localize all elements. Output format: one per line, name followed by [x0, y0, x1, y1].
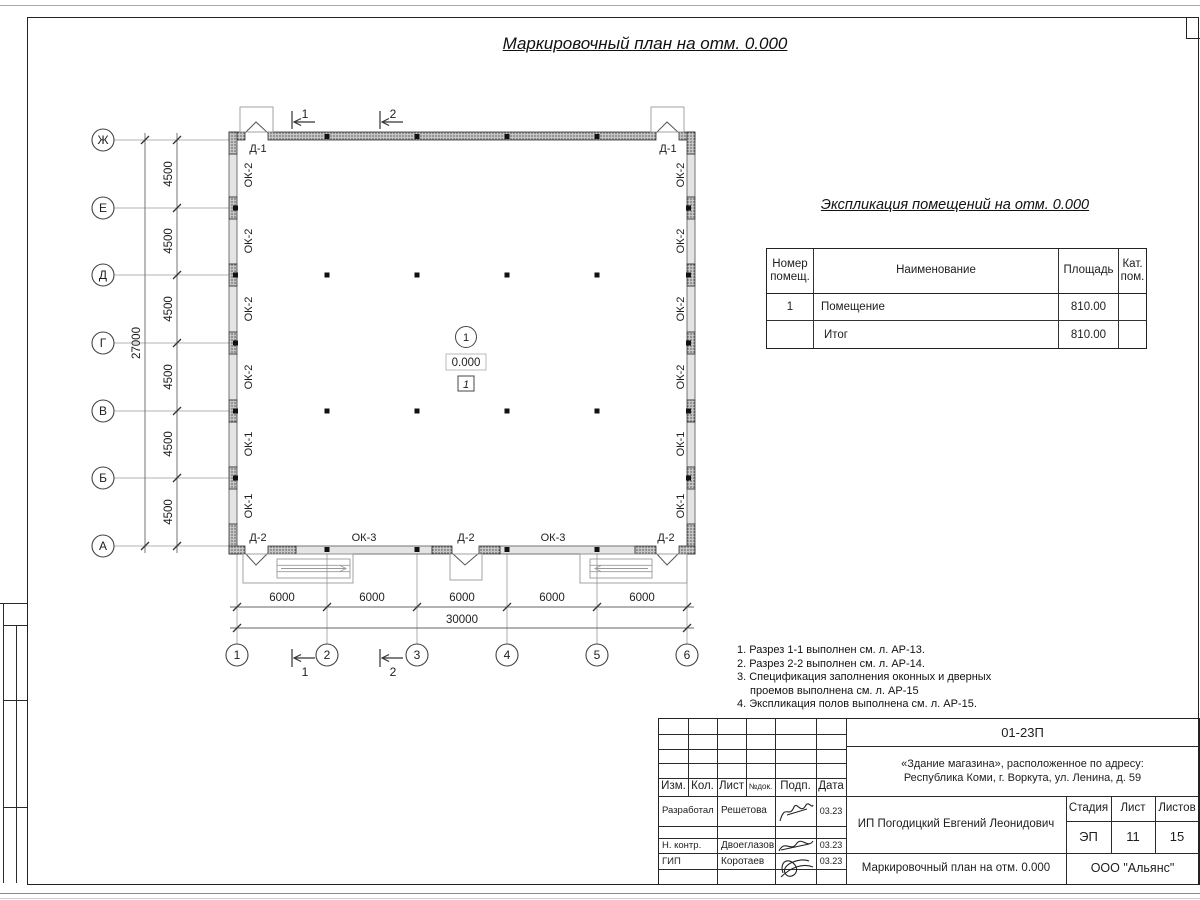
spec-header-num: Номер помещ. [767, 249, 814, 294]
tb-org: ООО "Альянс" [1090, 861, 1175, 875]
spec-cell-name: Помещение [814, 294, 1059, 321]
plan-title: Маркировочный план на отм. 0.000 [502, 34, 788, 53]
room-floor-tag: 1 [462, 379, 470, 391]
section-label: 1 [301, 665, 309, 679]
tb-date: 03.23 [819, 840, 843, 851]
window-label: ОК-3 [351, 532, 377, 544]
dim-30000: 30000 [446, 614, 478, 626]
axis-label: 4 [503, 648, 511, 662]
room-number: 1 [462, 332, 470, 344]
tb-name: Коротаев [721, 855, 765, 867]
tb-col-list: Лист [719, 780, 744, 793]
dim-6000: 6000 [629, 592, 655, 604]
dim-4500: 4500 [163, 499, 175, 525]
dim-4500: 4500 [163, 228, 175, 254]
window-label: ОК-1 [243, 493, 255, 519]
signature [777, 799, 815, 825]
door-label: Д-2 [249, 532, 267, 544]
dim-6000: 6000 [539, 592, 565, 604]
axis-label: 1 [233, 648, 241, 662]
spec-cell-area: 810.00 [1059, 321, 1119, 348]
window-label: ОК-2 [243, 296, 255, 322]
axis-label: 6 [683, 648, 691, 662]
axis-label: Ж [97, 133, 109, 147]
window-label: ОК-2 [243, 364, 255, 390]
note-line: 1. Разрез 1-1 выполнен см. л. АР-13. [737, 644, 925, 656]
tb-date: 03.23 [819, 805, 843, 816]
door-label: Д-2 [457, 532, 475, 544]
dim-6000: 6000 [359, 592, 385, 604]
dim-4500: 4500 [163, 364, 175, 390]
tb-col-izm: Изм. [661, 780, 686, 793]
tb-object [846, 746, 1199, 796]
spec-header-name: Наименование [814, 249, 1059, 294]
door-label: Д-1 [659, 143, 677, 155]
tb-sheet-name: Маркировочный план на отм. 0.000 [861, 861, 1051, 874]
room-marker [446, 327, 486, 392]
axis-label: Е [98, 201, 108, 215]
tb-sheets-label: Листов [1158, 801, 1196, 814]
spec-title: Экспликация помещений на отм. 0.000 [820, 197, 1090, 213]
section-marks [292, 111, 403, 667]
spec-cell-name: Итог [814, 321, 1059, 348]
spec-header-cat: Кат. пом. [1119, 249, 1146, 294]
axis-label: В [98, 404, 108, 418]
tb-role: Н. контр. [662, 839, 702, 851]
dim-6000: 6000 [449, 592, 475, 604]
note-line: 3. Спецификация заполнения оконных и дверных [737, 671, 992, 683]
note-line: 4. Экспликация полов выполнена см. л. АР-15. [737, 698, 977, 710]
dim-6000: 6000 [269, 592, 295, 604]
tb-col-ndok: №док. [748, 782, 773, 792]
axis-label: Б [99, 471, 107, 485]
section-label: 2 [389, 107, 397, 121]
section-label: 2 [389, 665, 397, 679]
note-line: проемов выполнена см. л. АР-15 [750, 684, 919, 697]
window-label: ОК-2 [675, 228, 687, 254]
axis-label: А [98, 539, 108, 553]
window-label: ОК-2 [675, 296, 687, 322]
tb-name: Двоеглазов [721, 839, 775, 851]
dim-4500: 4500 [163, 161, 175, 187]
tb-object-line1: «Здание магазина», расположенное по адресу: [901, 758, 1144, 770]
spec-cell-num [767, 321, 814, 348]
tb-sheets-total: 15 [1169, 829, 1185, 845]
tb-role: ГИП [662, 855, 681, 867]
tb-object-line2: Республика Коми, г. Воркута, ул. Ленина, д. 59 [903, 772, 1142, 784]
window-label: ОК-3 [540, 532, 566, 544]
dim-4500: 4500 [163, 296, 175, 322]
axis-label: Д [98, 268, 108, 282]
spec-cell-cat [1119, 294, 1146, 321]
spec-cell-area: 810.00 [1059, 294, 1119, 321]
tb-col-kol: Кол. [691, 780, 714, 793]
col-axis-bubbles [226, 644, 698, 666]
window-label: ОК-1 [675, 431, 687, 457]
tb-sheet-number: 11 [1126, 829, 1140, 845]
tb-doc-number: 01-23П [1001, 724, 1044, 740]
spec-table [766, 248, 1147, 349]
col-axis-labels [234, 648, 691, 662]
window-label: ОК-2 [243, 162, 255, 188]
window-label: ОК-2 [243, 228, 255, 254]
title-block [658, 718, 1200, 885]
window-label: ОК-2 [675, 364, 687, 390]
axis-label: 3 [413, 648, 421, 662]
note-line: 2. Разрез 2-2 выполнен см. л. АР-14. [737, 657, 925, 670]
window-label: ОК-2 [675, 162, 687, 188]
tb-name: Решетова [721, 805, 767, 816]
tb-sheet-label: Лист [1120, 801, 1146, 814]
axis-label: 2 [323, 648, 331, 662]
tb-stage-label: Стадия [1068, 801, 1109, 814]
dim-4500: 4500 [163, 431, 175, 457]
notes [737, 644, 991, 712]
room-level: 0.000 [451, 357, 481, 369]
tb-col-podp: Подп. [780, 780, 811, 793]
axis-label: 5 [593, 648, 601, 662]
tb-client: ИП Погодицкий Евгений Леонидович [857, 817, 1055, 830]
tb-col-data: Дата [818, 780, 844, 793]
door-label: Д-1 [249, 143, 267, 155]
tb-stage-value: ЭП [1079, 829, 1098, 845]
spec-header-area: Площадь [1059, 249, 1119, 294]
window-label: ОК-1 [243, 431, 255, 457]
window-label: ОК-1 [675, 493, 687, 519]
tb-date: 03.23 [819, 856, 843, 867]
dimension-ticks [141, 136, 691, 632]
spec-cell-cat [1119, 321, 1146, 348]
axis-label: Г [99, 336, 107, 350]
door-label: Д-2 [657, 532, 675, 544]
dimension-labels [131, 161, 655, 626]
section-label: 1 [301, 107, 309, 121]
spec-cell-num: 1 [767, 294, 814, 321]
tb-role: Разработал [662, 805, 714, 817]
dim-27000: 27000 [131, 327, 143, 359]
signature [775, 837, 817, 881]
